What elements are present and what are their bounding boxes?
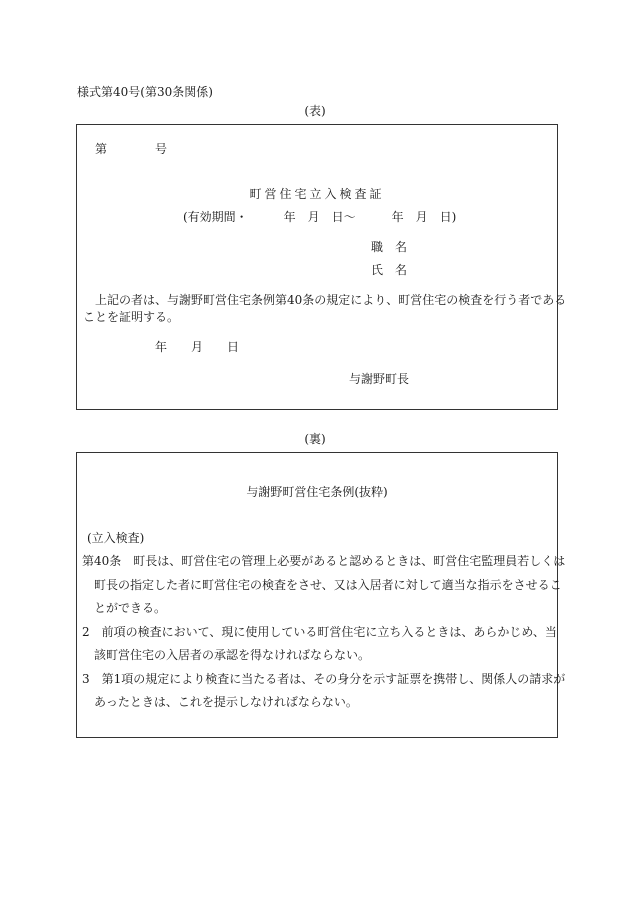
article-40-line-3: とができる。 bbox=[94, 601, 167, 615]
statement-line-1: 上記の者は、与謝野町営住宅条例第40条の規定により、町営住宅の検査を行う者である bbox=[95, 293, 567, 307]
validity-period: (有効期間・ 年 月 日〜 年 月 日) bbox=[183, 210, 457, 224]
article-40-line-2: 町長の指定した者に町営住宅の検査をさせ、又は入居者に対して適当な指示をさせるこ bbox=[94, 578, 562, 592]
number-prefix: 第 bbox=[95, 142, 108, 156]
paragraph-2-line-1: 2 前項の検査において、現に使用している町営住宅に立ち入るときは、あらかじめ、当 bbox=[82, 625, 557, 639]
front-card bbox=[76, 124, 567, 410]
back-side-label: (裏) bbox=[304, 432, 326, 446]
article-40-line-1: 第40条 町長は、町営住宅の管理上必要があると認めるときは、町営住宅監理員若しくは bbox=[82, 554, 566, 568]
front-side-label: (表) bbox=[304, 104, 326, 118]
issue-date: 年 月 日 bbox=[155, 340, 240, 354]
name-label: 氏 名 bbox=[371, 263, 408, 277]
issuer: 与謝野町長 bbox=[349, 372, 410, 386]
back-title: 与謝野町営住宅条例(抜粋) bbox=[246, 485, 388, 499]
back-card bbox=[76, 452, 566, 738]
paragraph-3-line-1: 3 第1項の規定により検査に当たる者は、その身分を示す証票を携帯し、関係人の請求が bbox=[82, 672, 566, 686]
section-heading: (立入検査) bbox=[87, 531, 145, 545]
number-suffix: 号 bbox=[155, 142, 168, 156]
statement-line-2: ことを証明する。 bbox=[83, 310, 180, 324]
front-title: 町営住宅立入検査証 bbox=[249, 187, 385, 201]
paragraph-2-line-2: 該町営住宅の入居者の承認を得なければならない。 bbox=[94, 648, 371, 662]
paragraph-3-line-2: あったときは、これを提示しなければならない。 bbox=[94, 695, 358, 709]
form-label: 様式第40号(第30条関係) bbox=[77, 85, 213, 99]
job-title-label: 職 名 bbox=[371, 240, 408, 254]
